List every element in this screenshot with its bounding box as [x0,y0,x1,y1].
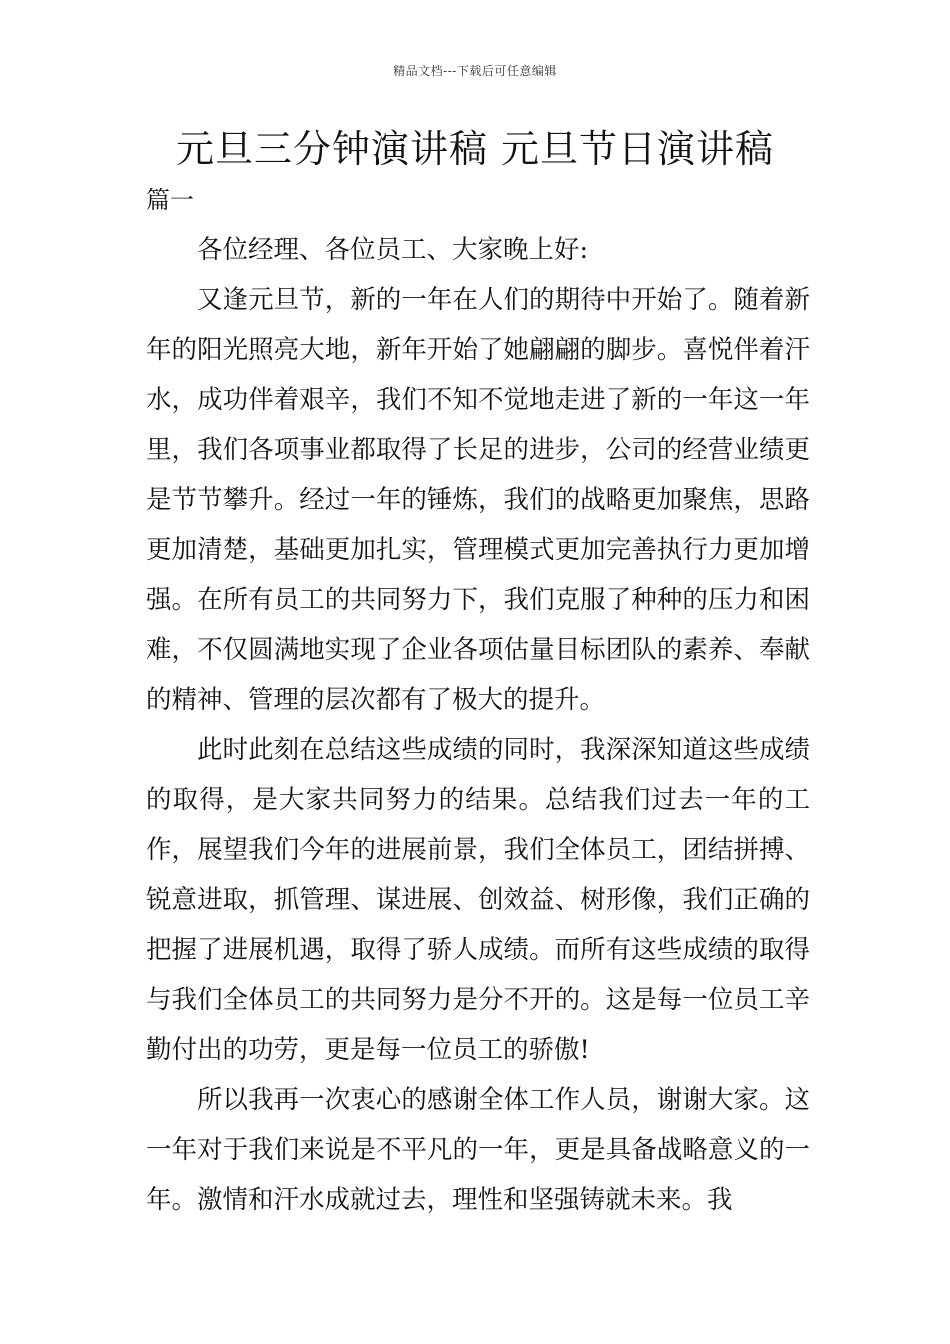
body-paragraph: 此时此刻在总结这些成绩的同时，我深深知道这些成绩的取得，是大家共同努力的结果。总结我们过去一年的工作，展望我们今年的进展前景，我们全体员工，团结拼搏、锐意进取，抓管理、谋进展、创效益、树形像，我们正确的把握了进展机遇，取得了骄人成绩。而所有这些成绩的取得与我们全体员工的共同努力是分不开的。这是每一位员工辛勤付出的功劳，更是每一位员工的骄傲! [146,735,810,1065]
page-header-note: 精品文档---下载后可任意编辑 [393,64,557,78]
document-body [146,225,810,1225]
body-paragraph: 又逢元旦节，新的一年在人们的期待中开始了。随着新年的阳光照亮大地，新年开始了她翩翩的脚步。喜悦伴着汗水，成功伴着艰辛，我们不知不觉地走进了新的一年这一年里，我们各项事业都取得了长足的进步，公司的经营业绩更是节节攀升。经过一年的锤炼，我们的战略更加聚焦，思路更加清楚，基础更加扎实，管理模式更加完善执行力更加增强。在所有员工的共同努力下，我们克服了种种的压力和困难，不仅圆满地实现了企业各项估量目标团队的素养、奉献的精神、管理的层次都有了极大的提升。 [146,285,810,715]
body-paragraph: 所以我再一次衷心的感谢全体工作人员，谢谢大家。这一年对于我们来说是不平凡的一年，更是具备战略意义的一年。激情和汗水成就过去，理性和坚强铸就未来。我 [146,1085,810,1215]
greeting-paragraph: 各位经理、各位员工、大家晚上好: [197,235,589,265]
section-label: 篇一 [146,186,194,214]
document-title: 元旦三分钟演讲稿 元旦节日演讲稿 [175,127,775,171]
